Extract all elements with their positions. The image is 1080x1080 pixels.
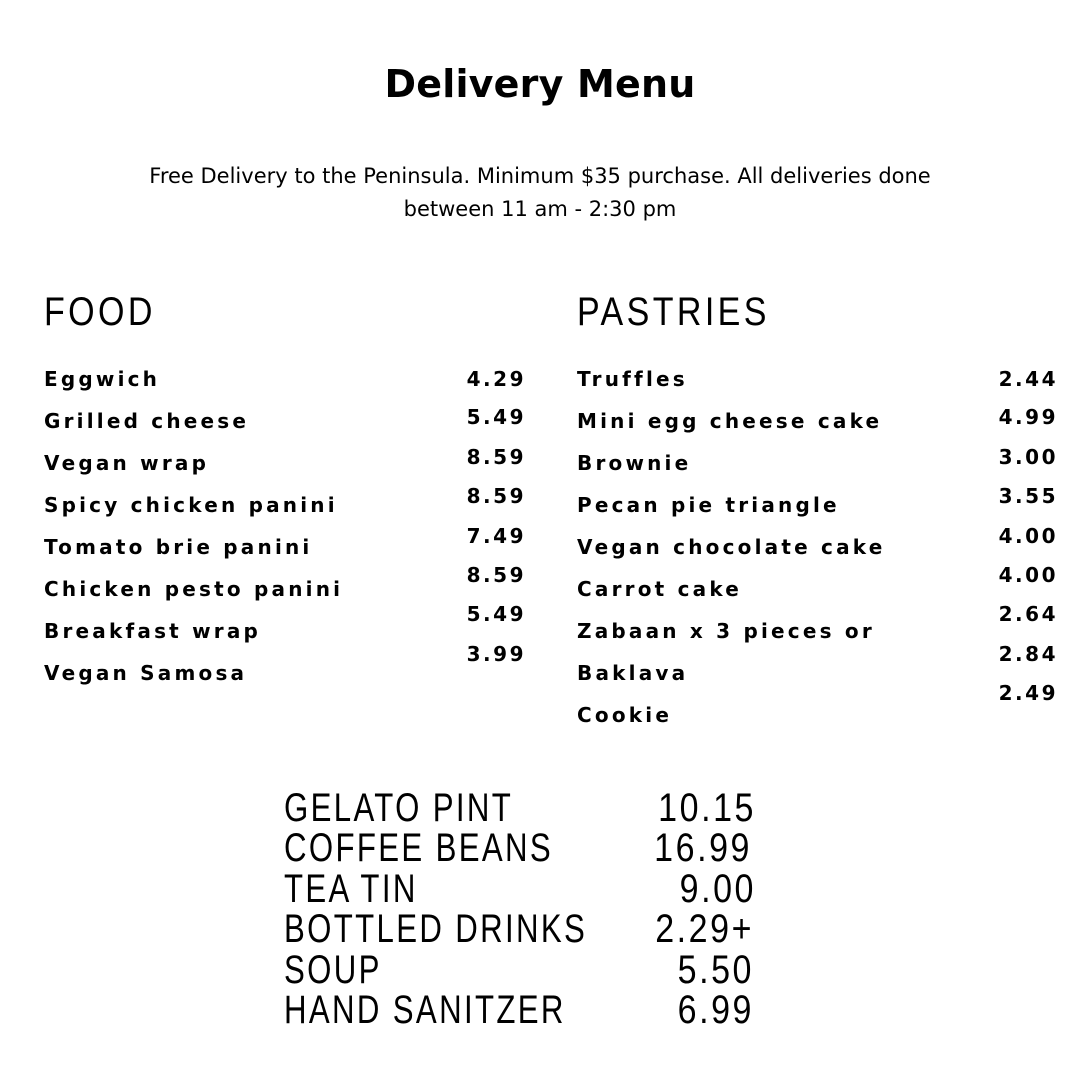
pastry-item-name: Brownie (577, 451, 692, 475)
extra-item-price: 6.99 (677, 988, 754, 1032)
food-item-name: Breakfast wrap (44, 619, 262, 643)
pastry-item-name: Truffles (577, 367, 688, 391)
food-item-price: 8.59 (466, 445, 526, 469)
pastry-item-name: Cookie (577, 703, 673, 727)
food-item-price: 8.59 (466, 484, 526, 508)
pastry-item-name: Zabaan x 3 pieces or (577, 619, 875, 643)
extra-item-name: SOUP (284, 948, 382, 992)
pastry-item-price: 4.99 (998, 405, 1058, 429)
food-heading: FOOD (44, 290, 156, 334)
food-item-price: 5.49 (466, 405, 526, 429)
food-item-price: 8.59 (466, 563, 526, 587)
extra-item-name: COFFEE BEANS (284, 826, 554, 870)
pastry-item-price: 2.64 (998, 602, 1058, 626)
pastry-item-price: 3.00 (998, 445, 1058, 469)
food-item-price: 3.99 (466, 642, 526, 666)
extra-item-name: BOTTLED DRINKS (284, 907, 588, 951)
food-item-price: 7.49 (466, 524, 526, 548)
food-item-name: Eggwich (44, 367, 161, 391)
extra-item-price: 16.99 (654, 826, 752, 870)
food-item-price: 4.29 (466, 367, 526, 391)
extra-item-name: GELATO PINT (284, 786, 514, 830)
extra-item-name: TEA TIN (284, 867, 418, 911)
pastry-item-price: 3.55 (998, 484, 1058, 508)
menu-title: Delivery Menu (384, 62, 696, 106)
food-item-name: Vegan wrap (44, 451, 210, 475)
pastries-heading: PASTRIES (577, 290, 770, 334)
pastry-item-name: Baklava (577, 661, 689, 685)
extra-item-price: 9.00 (679, 867, 756, 911)
extra-item-name: HAND SANITZER (284, 988, 566, 1032)
extra-item-price: 2.29+ (655, 907, 754, 951)
food-item-name: Grilled cheese (44, 409, 250, 433)
pastry-item-price: 2.49 (998, 681, 1058, 705)
pastry-item-name: Carrot cake (577, 577, 743, 601)
pastry-item-price: 4.00 (998, 563, 1058, 587)
pastry-item-price: 2.84 (998, 642, 1058, 666)
delivery-info-line-1: Free Delivery to the Peninsula. Minimum $35 purchase. All deliveries done (149, 164, 931, 188)
extra-item-price: 5.50 (677, 948, 754, 992)
pastry-item-name: Pecan pie triangle (577, 493, 840, 517)
food-item-name: Tomato brie panini (44, 535, 313, 559)
pastry-item-price: 4.00 (998, 524, 1058, 548)
food-item-name: Vegan Samosa (44, 661, 248, 685)
pastry-item-name: Vegan chocolate cake (577, 535, 886, 559)
pastry-item-name: Mini egg cheese cake (577, 409, 883, 433)
food-item-name: Chicken pesto panini (44, 577, 344, 601)
pastry-item-price: 2.44 (998, 367, 1058, 391)
food-item-price: 5.49 (466, 602, 526, 626)
extra-item-price: 10.15 (658, 786, 756, 830)
food-item-name: Spicy chicken panini (44, 493, 338, 517)
delivery-info (120, 160, 960, 226)
delivery-info-line-2: between 11 am - 2:30 pm (403, 197, 677, 221)
